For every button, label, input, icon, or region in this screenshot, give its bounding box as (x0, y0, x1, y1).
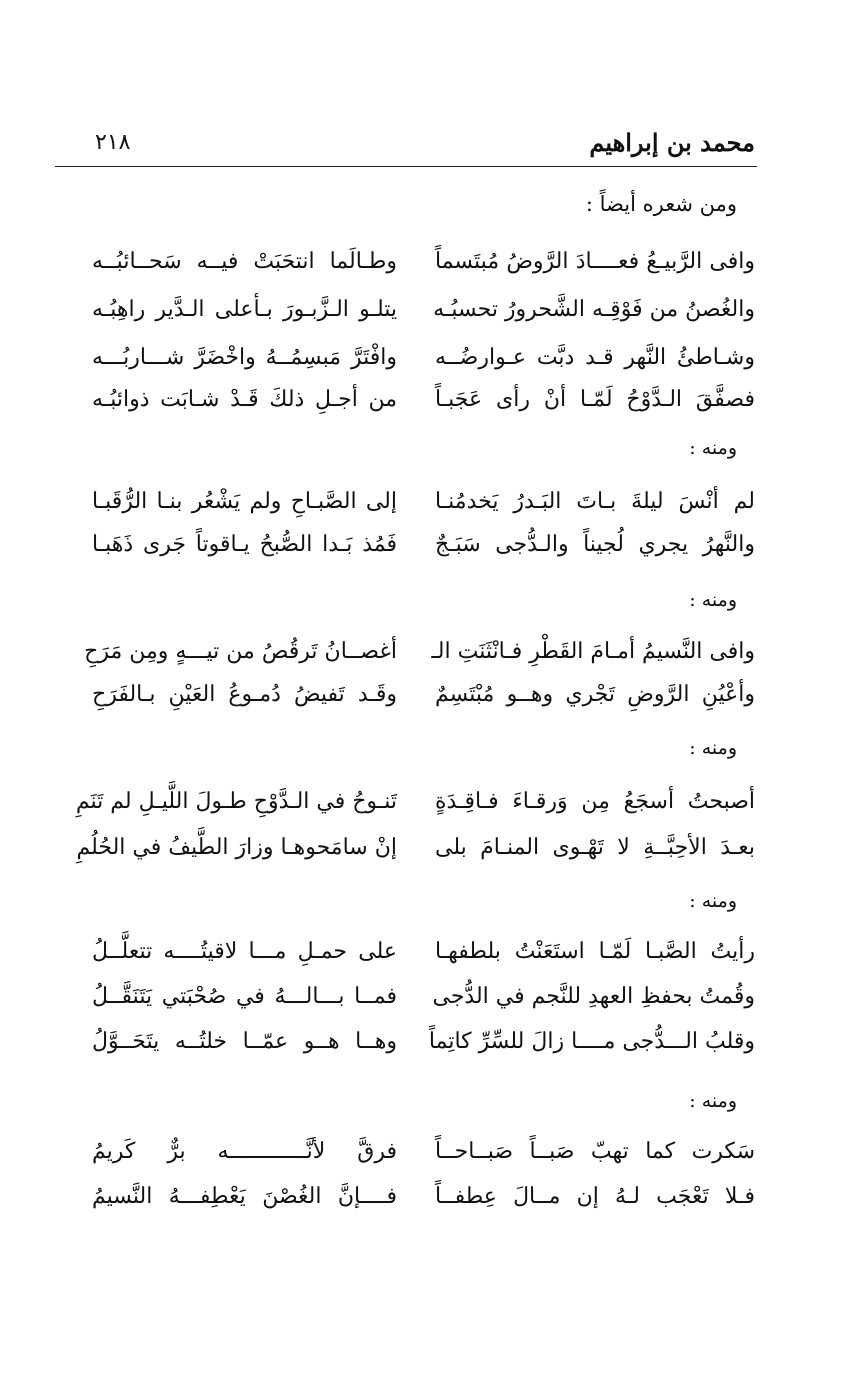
verse-second-hemistich: تَنـوحُ في الـدَّوْحِ طـولَ اللَّيـلِ لم تَنَمِ (75, 789, 397, 814)
verse (0, 290, 867, 330)
page-number: ٢١٨ (95, 130, 131, 155)
verse (0, 1177, 867, 1217)
verse (0, 380, 867, 420)
verse-first-hemistich: والنَّهرُ يجري لُجيناً والـدُّجى سَبَـجٌ (435, 532, 755, 557)
verse-first-hemistich: وقلبُ الـــدُّجى مــــا زالَ للسِّرِّ كاتِماً (428, 1029, 755, 1054)
verse-second-hemistich: من أجـلِ ذلكَ قَـدْ شـابَت ذوائبُـه (92, 387, 397, 412)
verse (0, 977, 867, 1017)
verse (0, 782, 867, 822)
verse-second-hemistich: إنْ سامَحوهـا وزارَ الطَّيفُ في الحُلُمِ (76, 835, 397, 860)
verse (0, 338, 867, 378)
verse-second-hemistich: فــــإنَّ الغُصْنَ يَعْطِفـــهُ النَّسيمُ (92, 1184, 397, 1209)
verse-second-hemistich: أغصــانُ تَرقُصُ من تيـــهٍ ومِن مَرَحِ (84, 639, 397, 664)
verse-first-hemistich: فـلا تَعْجَب لـهُ إن مــالَ عِطفــاً (435, 1184, 755, 1209)
running-head-title: محمد بن إبراهيم (589, 128, 755, 157)
verse (0, 525, 867, 565)
verse (0, 632, 867, 672)
section-label: ومنه : (689, 737, 737, 759)
verse (0, 1132, 867, 1172)
verse-first-hemistich: وقُمتُ بحفظِ العهدِ للنَّجم في الدُّجى (432, 984, 755, 1009)
verse (0, 1022, 867, 1062)
verse-second-hemistich: يتلـو الـزَّبـورَ بـأعلى الـدَّير راهِبُـه (92, 297, 397, 322)
verse-first-hemistich: لم أنْسَ ليلةَ بـاتَ البَـدرُ يَخدمُنـا (435, 489, 755, 514)
intro-line: ومن شعره أيضاً : (585, 192, 737, 216)
verse-first-hemistich: وشـاطئُ النَّهر قـد دبَّت عـوارضُــه (435, 345, 755, 370)
verse-first-hemistich: سَكرت كما تهبّ صَبــاً صَبــاحــاً (435, 1139, 755, 1164)
verse-second-hemistich: وافْتَرَّ مَبسِمُــهُ واخْضَرَّ شـــاربُـــه (92, 345, 397, 370)
section-label: ومنه : (689, 589, 737, 611)
verse (0, 242, 867, 282)
verse-second-hemistich: وهــا هــو عمّــا خلتُــه يتَحَــوَّلُ (92, 1029, 397, 1054)
verse-first-hemistich: رأيتُ الصَّبـا لَمّـا استَعَنْتُ بلطفهـا (435, 939, 755, 964)
section-label: ومنه : (689, 437, 737, 459)
verse-first-hemistich: وافى النَّسيمُ أمـامَ القَطْرِ فـانْثَنَتِ الـ (431, 639, 755, 664)
verse (0, 482, 867, 522)
verse-second-hemistich: وطـالَما انتحَبَتْ فيــه سَحــائبُــه (92, 249, 397, 274)
verse (0, 932, 867, 972)
verse-first-hemistich: أصبحتُ أسجَعُ مِن وَرقـاءَ فـاقِـدَةٍ (435, 789, 755, 814)
verse (0, 828, 867, 868)
verse-first-hemistich: فصفَّقَ الـدَّوْحُ لَمّـا أنْ رأى عَجَبـاً (435, 387, 755, 412)
verse-second-hemistich: إلى الصَّبـاحِ ولم يَشْعُر بنـا الرُّقَبـا (92, 489, 397, 514)
verse (0, 675, 867, 715)
verse-first-hemistich: وأعْيُنِ الرَّوضِ تَجْري وهــو مُبْتَسِمٌ (435, 682, 755, 707)
header-rule (55, 166, 757, 167)
verse-first-hemistich: وافى الرَّبيـعُ فعــــادَ الرَّوضُ مُبتَسماً (435, 249, 755, 274)
section-label: ومنه : (689, 1090, 737, 1112)
verse-second-hemistich: وقَـد تَفيضُ دُمـوعُ العَيْنِ بـالفَرَحِ (92, 682, 397, 707)
section-label: ومنه : (689, 890, 737, 912)
verse-second-hemistich: فرقَّ لأنَّــــــــــــه برٌّ كَريمُ (92, 1139, 397, 1164)
verse-second-hemistich: على حمـلِ مـــا لاقيتُــــه تتعلَّــلُ (92, 939, 397, 964)
verse-first-hemistich: والغُصنُ من فَوْقِـه الشَّحرورُ تحسبُـه (433, 297, 755, 322)
verse-first-hemistich: بعـدَ الأحِبَّــةِ لا تَهْـوى المنـامَ بلى (435, 835, 755, 860)
running-head (60, 128, 755, 162)
verse-second-hemistich: فَمُذ بَـدا الصُّبحُ يـاقوتاً جَرى ذَهَبـا (92, 532, 397, 557)
verse-second-hemistich: فمــا بـــالـــهُ في صُحْبَتي يَتَنَقَّــلُ (92, 984, 397, 1009)
